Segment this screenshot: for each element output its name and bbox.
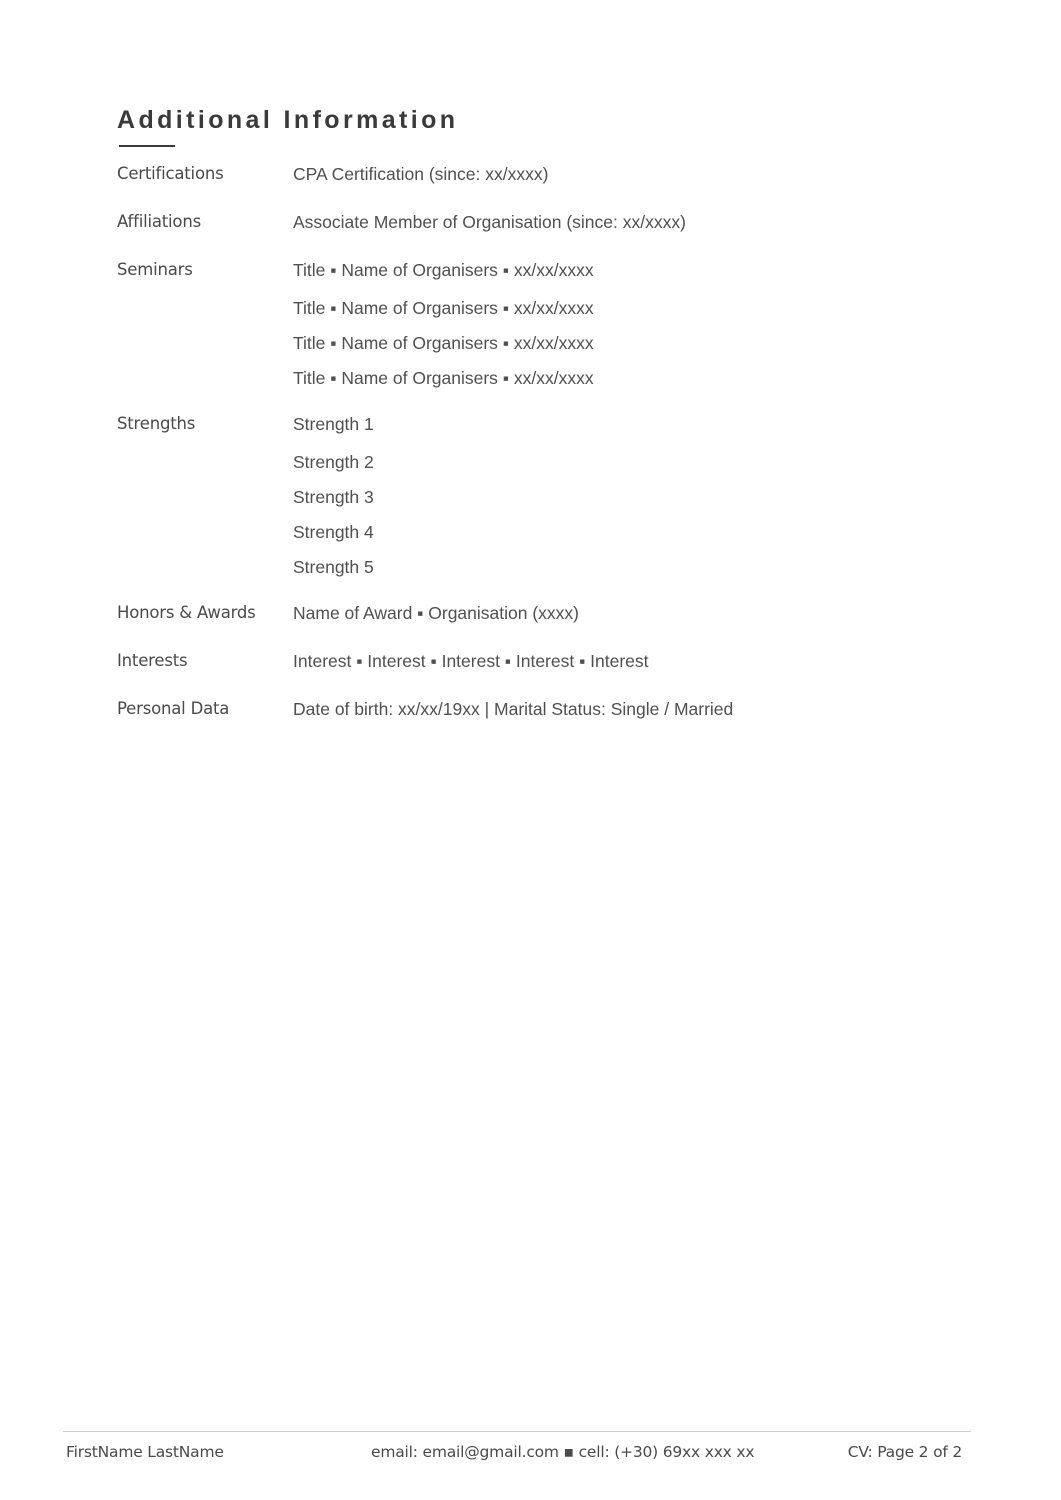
honors-value: Name of Award ▪ Organisation (xxxx) [293, 603, 579, 623]
strength-item: Strength 1 [293, 414, 374, 434]
seminar-item: Title ▪ Name of Organisers ▪ xx/xx/xxxx [293, 333, 594, 353]
seminars-label: Seminars [117, 260, 193, 279]
strength-item: Strength 2 [293, 452, 374, 472]
seminar-item: Title ▪ Name of Organisers ▪ xx/xx/xxxx [293, 298, 594, 318]
footer-contact: email: email@gmail.com ▪ cell: (+30) 69xx xxx xx [371, 1443, 755, 1461]
strengths-label: Strengths [117, 414, 196, 433]
strength-item: Strength 4 [293, 522, 374, 542]
strength-item: Strength 5 [293, 557, 374, 577]
seminar-item: Title ▪ Name of Organisers ▪ xx/xx/xxxx [293, 368, 594, 388]
footer-page-number: CV: Page 2 of 2 [847, 1443, 962, 1461]
certifications-label: Certifications [117, 164, 224, 183]
honors-label: Honors & Awards [117, 603, 256, 622]
affiliations-value: Associate Member of Organisation (since: xx/xxxx) [293, 212, 686, 232]
title-underline [119, 145, 175, 147]
interests-value: Interest ▪ Interest ▪ Interest ▪ Interest ▪ Interest [293, 651, 649, 671]
footer-divider [63, 1431, 971, 1432]
interests-label: Interests [117, 651, 188, 670]
seminar-item: Title ▪ Name of Organisers ▪ xx/xx/xxxx [293, 260, 594, 280]
footer-name: FirstName LastName [66, 1443, 224, 1461]
section-title: Additional Information [117, 106, 459, 134]
affiliations-label: Affiliations [117, 212, 201, 231]
certifications-value: CPA Certification (since: xx/xxxx) [293, 164, 549, 184]
strength-item: Strength 3 [293, 487, 374, 507]
personal-data-label: Personal Data [117, 699, 230, 718]
personal-data-value: Date of birth: xx/xx/19xx | Marital Status: Single / Married [293, 699, 734, 719]
